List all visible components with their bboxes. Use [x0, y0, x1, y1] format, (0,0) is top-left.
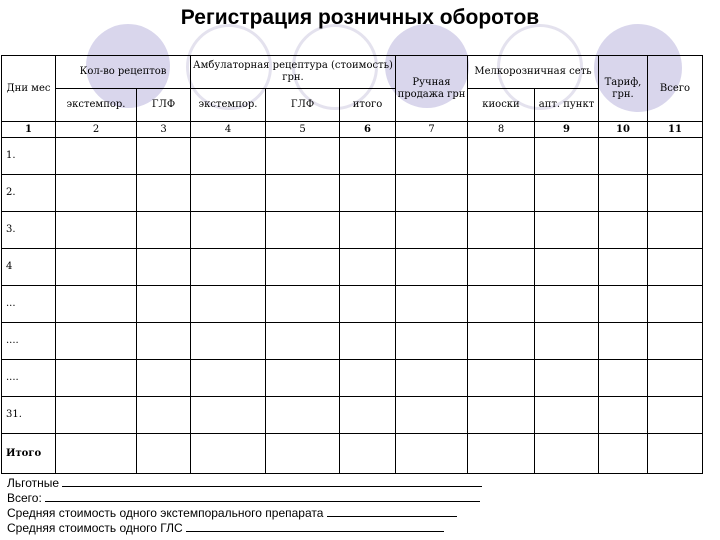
column-number: 2	[56, 122, 137, 138]
subheader-glf: ГЛФ	[266, 89, 340, 122]
table-cell[interactable]	[396, 249, 468, 286]
table-row	[2, 360, 703, 397]
table-row	[2, 138, 703, 175]
table-cell[interactable]	[599, 397, 648, 434]
vsego-label: Всего:	[7, 491, 42, 505]
table-cell[interactable]	[340, 249, 396, 286]
column-number: 8	[468, 122, 535, 138]
table-cell[interactable]	[340, 360, 396, 397]
table-row	[2, 434, 703, 474]
row-label: 4	[2, 249, 56, 286]
row-label: 3.	[2, 212, 56, 249]
table-cell[interactable]	[396, 360, 468, 397]
table-cell[interactable]	[56, 434, 137, 474]
table-cell[interactable]	[648, 323, 703, 360]
column-number: 3	[137, 122, 191, 138]
subheader-extemp: экстемпор.	[56, 89, 137, 122]
table-cell[interactable]	[648, 397, 703, 434]
row-label: ...	[2, 286, 56, 323]
table-cell[interactable]	[191, 397, 266, 434]
avg-extemp-blank[interactable]	[327, 506, 457, 517]
header-recipes-count: Кол-во рецептов	[56, 56, 191, 89]
table-cell[interactable]	[468, 323, 535, 360]
table-cell[interactable]	[535, 397, 599, 434]
table-cell[interactable]	[468, 249, 535, 286]
subheader-apt-point: апт. пункт	[535, 89, 599, 122]
table-cell[interactable]	[191, 286, 266, 323]
table-cell[interactable]	[191, 323, 266, 360]
column-number: 5	[266, 122, 340, 138]
avg-extemp-label: Средняя стоимость одного экстемпорального препарата	[7, 506, 324, 520]
table-cell[interactable]	[137, 434, 191, 474]
table-cell[interactable]	[648, 434, 703, 474]
table-cell[interactable]	[648, 286, 703, 323]
table-cell[interactable]	[535, 323, 599, 360]
table-cell[interactable]	[266, 138, 340, 175]
table-row	[2, 397, 703, 434]
table-cell[interactable]	[535, 175, 599, 212]
column-number-row	[2, 122, 703, 138]
table-cell[interactable]	[599, 175, 648, 212]
table-cell[interactable]	[137, 138, 191, 175]
table-cell[interactable]	[340, 212, 396, 249]
table-cell[interactable]	[191, 175, 266, 212]
table-cell[interactable]	[599, 138, 648, 175]
table-cell[interactable]	[266, 286, 340, 323]
row-label: 1.	[2, 138, 56, 175]
table-cell[interactable]	[648, 175, 703, 212]
table-cell[interactable]	[648, 360, 703, 397]
table-cell[interactable]	[468, 175, 535, 212]
table-cell[interactable]	[535, 212, 599, 249]
table-cell[interactable]	[266, 323, 340, 360]
table-row	[2, 323, 703, 360]
table-cell[interactable]	[340, 286, 396, 323]
subheader-glf: ГЛФ	[137, 89, 191, 122]
table-cell[interactable]	[648, 212, 703, 249]
lgotnye-label: Льготные	[7, 476, 60, 490]
table-cell[interactable]	[648, 138, 703, 175]
table-cell[interactable]	[56, 397, 137, 434]
table-cell[interactable]	[266, 175, 340, 212]
table-cell[interactable]	[535, 434, 599, 474]
table-cell[interactable]	[396, 138, 468, 175]
column-number: 7	[396, 122, 468, 138]
footer-notes	[7, 476, 482, 536]
table-cell[interactable]	[56, 249, 137, 286]
table-cell[interactable]	[396, 175, 468, 212]
table-cell[interactable]	[468, 360, 535, 397]
table-cell[interactable]	[535, 360, 599, 397]
row-label: Итого	[2, 434, 56, 474]
table-cell[interactable]	[137, 212, 191, 249]
table-cell[interactable]	[599, 323, 648, 360]
table-cell[interactable]	[191, 249, 266, 286]
header-tariff: Тариф, грн.	[599, 56, 648, 122]
table-cell[interactable]	[137, 175, 191, 212]
table-cell[interactable]	[191, 434, 266, 474]
table-cell[interactable]	[340, 323, 396, 360]
table-cell[interactable]	[340, 434, 396, 474]
vsego-blank[interactable]	[45, 491, 480, 502]
table-cell[interactable]	[137, 360, 191, 397]
page-title: Регистрация розничных оборотов	[180, 6, 540, 29]
subheader-extemp: экстемпор.	[191, 89, 266, 122]
table-cell[interactable]	[266, 249, 340, 286]
table-cell[interactable]	[191, 212, 266, 249]
table-row	[2, 212, 703, 249]
table-cell[interactable]	[599, 434, 648, 474]
column-number: 1	[2, 122, 56, 138]
row-label: 2.	[2, 175, 56, 212]
turnover-table	[1, 55, 703, 474]
table-cell[interactable]	[266, 360, 340, 397]
table-cell[interactable]	[56, 323, 137, 360]
table-cell[interactable]	[468, 212, 535, 249]
table-cell[interactable]	[137, 249, 191, 286]
table-cell[interactable]	[535, 249, 599, 286]
table-cell[interactable]	[535, 286, 599, 323]
table-cell[interactable]	[56, 138, 137, 175]
table-cell[interactable]	[137, 286, 191, 323]
table-cell[interactable]	[468, 434, 535, 474]
table-cell[interactable]	[599, 212, 648, 249]
header-days: Дни мес	[2, 56, 56, 122]
row-label: ....	[2, 360, 56, 397]
subheader-kiosks: киоски	[468, 89, 535, 122]
table-row	[2, 249, 703, 286]
avg-gls-blank[interactable]	[186, 521, 444, 532]
table-cell[interactable]	[266, 212, 340, 249]
table-cell[interactable]	[137, 323, 191, 360]
column-number: 9	[535, 122, 599, 138]
table-cell[interactable]	[396, 286, 468, 323]
table-cell[interactable]	[396, 397, 468, 434]
table-cell[interactable]	[468, 286, 535, 323]
table-row	[2, 286, 703, 323]
column-number: 10	[599, 122, 648, 138]
table-cell[interactable]	[56, 286, 137, 323]
row-label: ....	[2, 323, 56, 360]
table-cell[interactable]	[599, 360, 648, 397]
header-total: Всего	[648, 56, 703, 122]
table-cell[interactable]	[340, 175, 396, 212]
table-cell[interactable]	[396, 323, 468, 360]
table-cell[interactable]	[191, 360, 266, 397]
header-small-retail: Мелкорозничная сеть	[468, 56, 599, 89]
table-cell[interactable]	[56, 360, 137, 397]
column-number: 4	[191, 122, 266, 138]
table-cell[interactable]	[56, 175, 137, 212]
lgotnye-blank[interactable]	[62, 476, 482, 487]
table-cell[interactable]	[266, 397, 340, 434]
table-cell[interactable]	[396, 434, 468, 474]
subheader-itogo: итого	[340, 89, 396, 122]
table-cell[interactable]	[191, 138, 266, 175]
table-cell[interactable]	[56, 212, 137, 249]
header-ambulatory: Амбулаторная рецептура (стоимость) грн.	[191, 56, 396, 89]
table-cell[interactable]	[340, 397, 396, 434]
table-cell[interactable]	[396, 212, 468, 249]
table-cell[interactable]	[137, 397, 191, 434]
table-row	[2, 175, 703, 212]
column-number: 6	[340, 122, 396, 138]
row-label: 31.	[2, 397, 56, 434]
table-cell[interactable]	[340, 138, 396, 175]
table-cell[interactable]	[468, 397, 535, 434]
table-cell[interactable]	[266, 434, 340, 474]
table-cell[interactable]	[648, 249, 703, 286]
header-manual-sale: Ручная продажа грн	[396, 56, 468, 122]
column-number: 11	[648, 122, 703, 138]
table-cell[interactable]	[599, 249, 648, 286]
table-cell[interactable]	[599, 286, 648, 323]
avg-gls-label: Средняя стоимость одного ГЛС	[7, 521, 183, 535]
table-cell[interactable]	[468, 138, 535, 175]
table-cell[interactable]	[535, 138, 599, 175]
